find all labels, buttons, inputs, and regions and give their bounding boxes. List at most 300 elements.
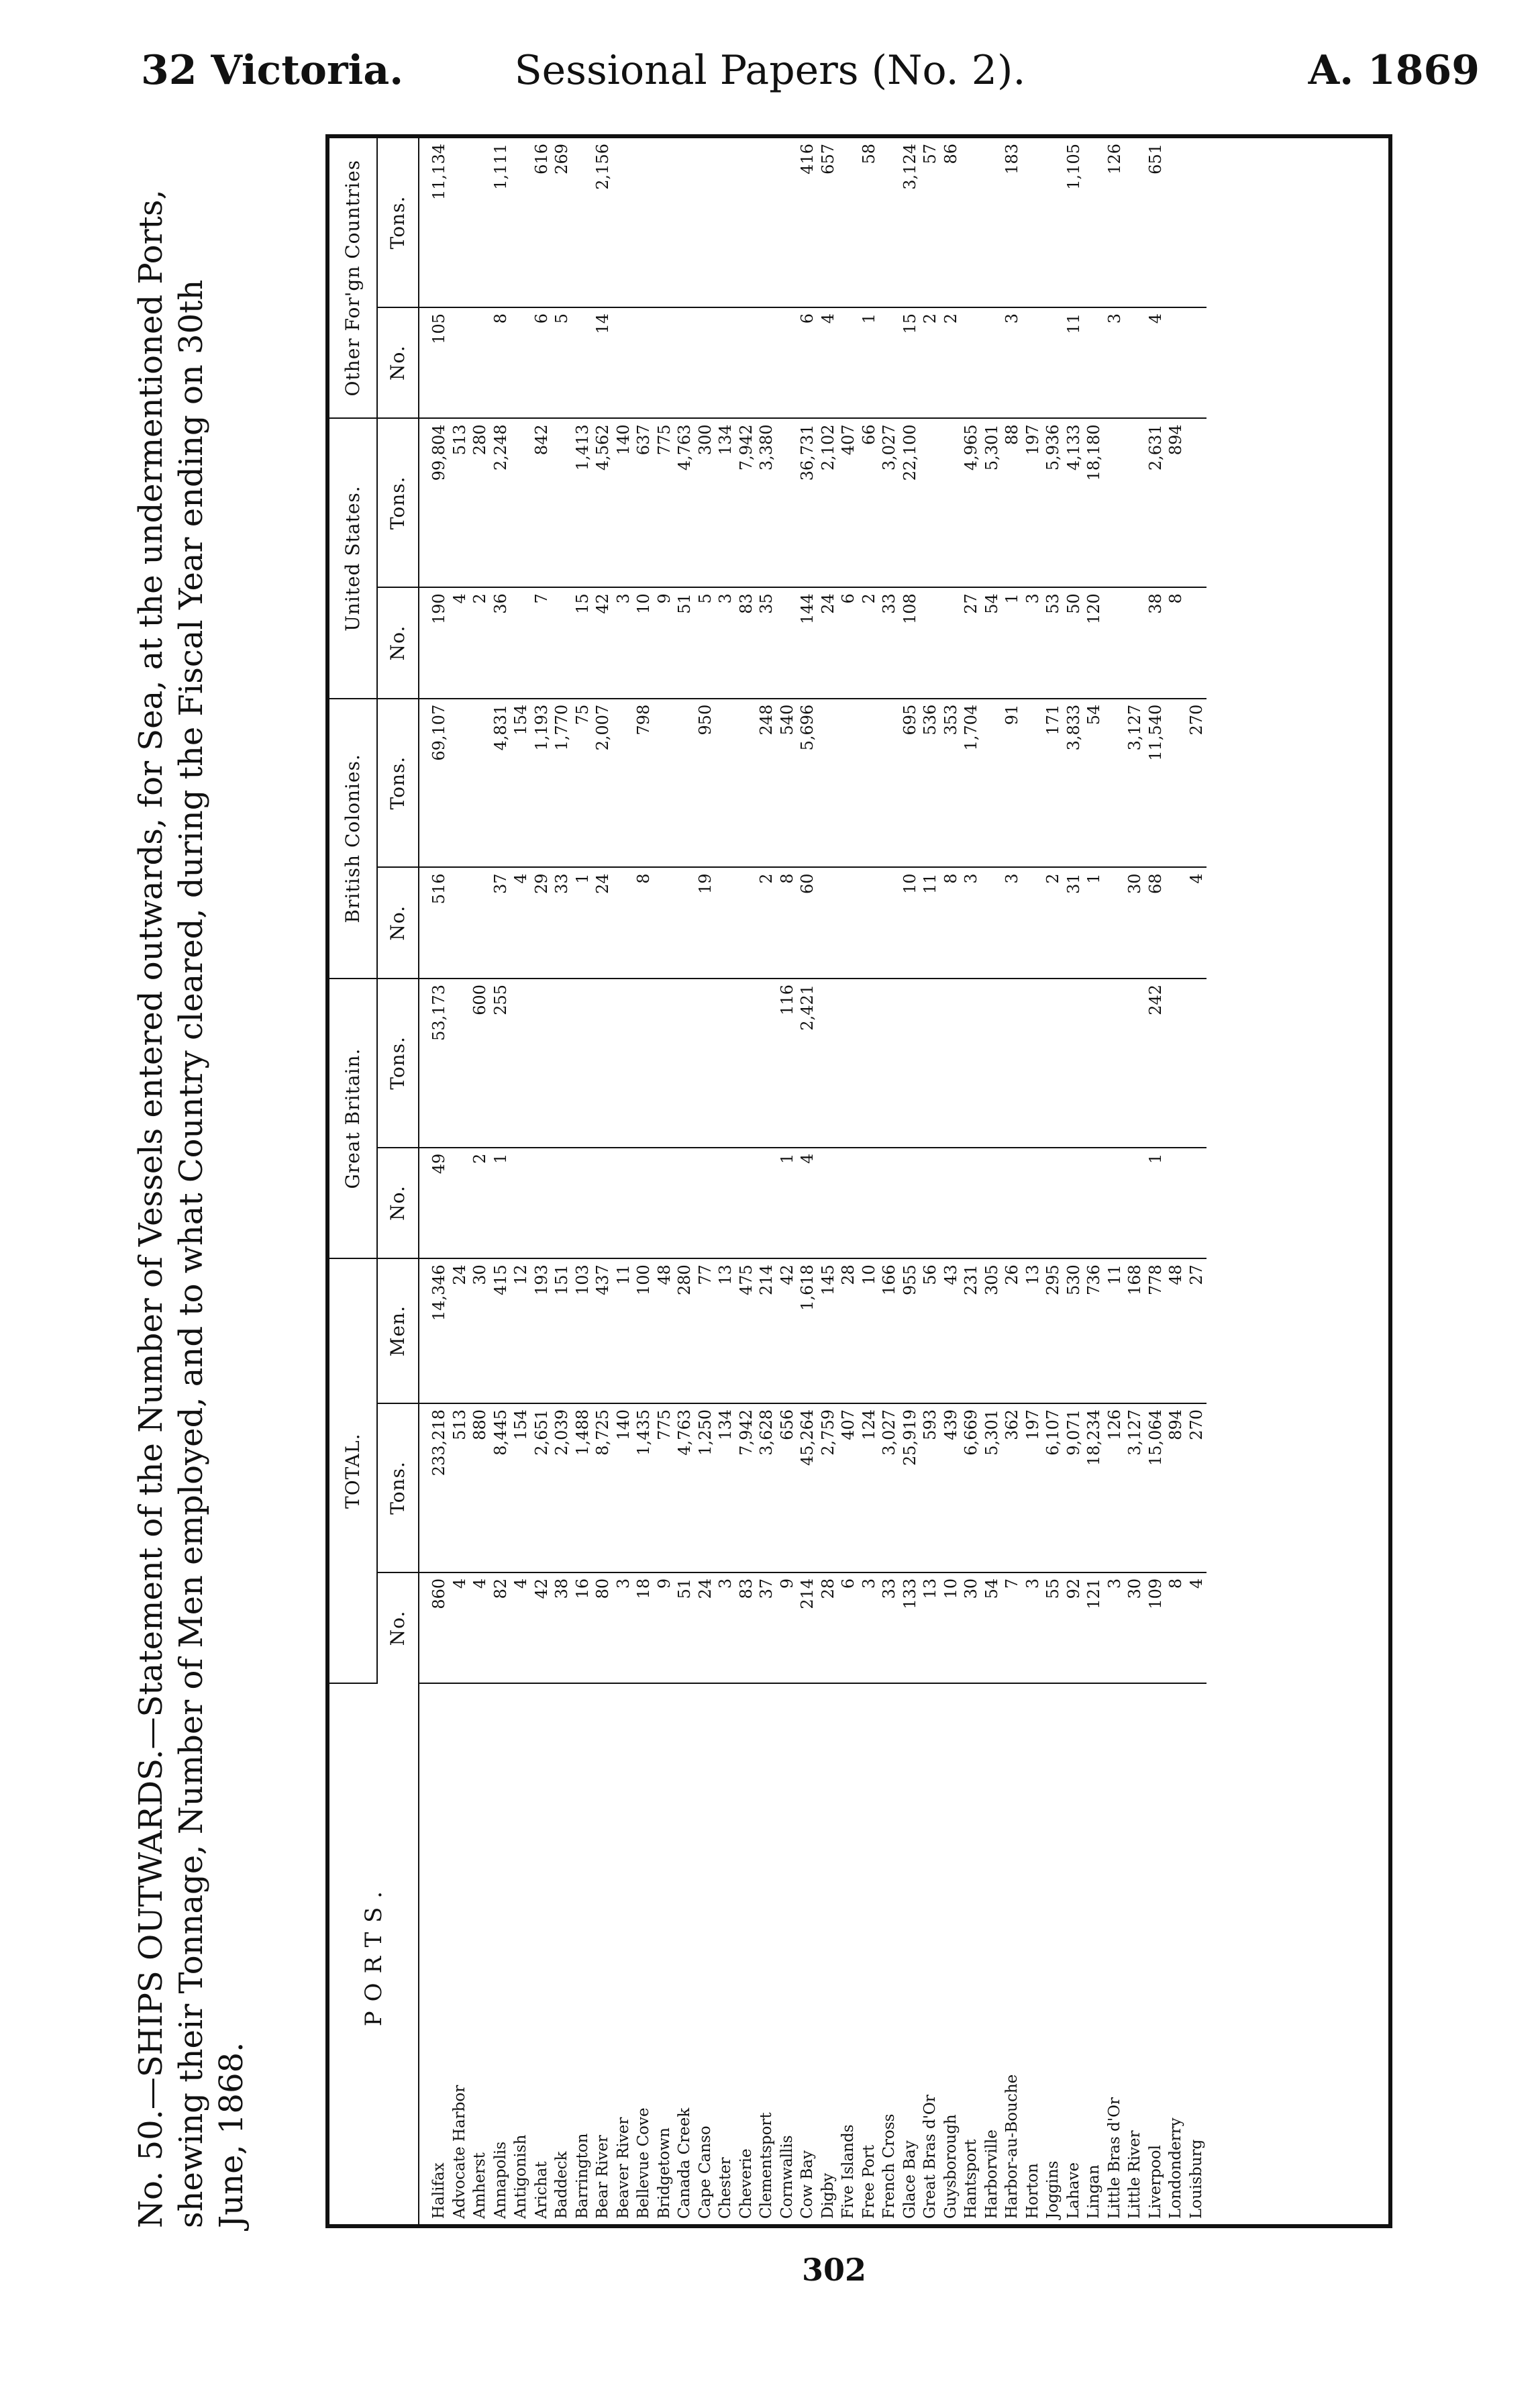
table-row bbox=[941, 138, 962, 2224]
united-states-tons bbox=[920, 418, 941, 587]
total-tons: 362 bbox=[1002, 1403, 1023, 1572]
other-foreign-no bbox=[695, 307, 716, 418]
total-no: 30 bbox=[961, 1572, 982, 1683]
great-britain-no bbox=[531, 1148, 552, 1258]
total-men: 280 bbox=[674, 1258, 695, 1403]
total-men: 48 bbox=[1166, 1258, 1186, 1403]
table-row bbox=[491, 138, 511, 2224]
total-men: 437 bbox=[593, 1258, 613, 1403]
total-men: 214 bbox=[756, 1258, 777, 1403]
other-foreign-tons bbox=[777, 138, 798, 307]
united-states-tons: 4,763 bbox=[674, 418, 695, 587]
great-britain-no bbox=[859, 1148, 880, 1258]
great-britain-tons: 242 bbox=[1145, 979, 1166, 1148]
united-states-tons bbox=[1186, 418, 1207, 587]
british-colonies-tons bbox=[879, 699, 900, 868]
great-britain-no: 4 bbox=[797, 1148, 818, 1258]
total-men: 530 bbox=[1064, 1258, 1084, 1403]
table-row bbox=[982, 138, 1003, 2224]
subheader-tons: Tons. bbox=[377, 418, 419, 587]
great-britain-no bbox=[736, 1148, 757, 1258]
table-row bbox=[419, 138, 450, 2224]
united-states-no: 2 bbox=[470, 587, 491, 698]
group-header-united-states: United States. bbox=[329, 418, 377, 698]
great-britain-no bbox=[695, 1148, 716, 1258]
united-states-tons: 134 bbox=[715, 418, 736, 587]
united-states-no bbox=[1186, 587, 1207, 698]
british-colonies-tons: 3,127 bbox=[1125, 699, 1145, 868]
running-header-left: 32 Victoria. bbox=[141, 47, 404, 94]
british-colonies-no: 60 bbox=[797, 867, 818, 978]
other-foreign-no: 2 bbox=[941, 307, 962, 418]
total-men: 193 bbox=[531, 1258, 552, 1403]
british-colonies-tons: 950 bbox=[695, 699, 716, 868]
united-states-no: 3 bbox=[613, 587, 634, 698]
total-no: 33 bbox=[879, 1572, 900, 1683]
table-row bbox=[613, 138, 634, 2224]
british-colonies-no: 19 bbox=[695, 867, 716, 978]
total-no: 9 bbox=[777, 1572, 798, 1683]
great-britain-no bbox=[1043, 1148, 1064, 1258]
great-britain-no bbox=[1166, 1148, 1186, 1258]
great-britain-no bbox=[879, 1148, 900, 1258]
table-row bbox=[1145, 138, 1166, 2224]
other-foreign-no bbox=[613, 307, 634, 418]
united-states-tons: 4,965 bbox=[961, 418, 982, 587]
other-foreign-no bbox=[1186, 307, 1207, 418]
total-no: 3 bbox=[1023, 1572, 1043, 1683]
ships-outwards-table bbox=[329, 138, 1207, 2224]
port-name: Five Islands bbox=[839, 2124, 857, 2219]
british-colonies-tons: 1,193 bbox=[531, 699, 552, 868]
total-no: 109 bbox=[1145, 1572, 1166, 1683]
other-foreign-no bbox=[756, 307, 777, 418]
other-foreign-no: 8 bbox=[491, 307, 511, 418]
great-britain-tons bbox=[879, 979, 900, 1148]
other-foreign-no bbox=[777, 307, 798, 418]
total-men: 166 bbox=[879, 1258, 900, 1403]
united-states-tons: 2,102 bbox=[818, 418, 839, 587]
total-no: 121 bbox=[1084, 1572, 1105, 1683]
total-tons: 15,064 bbox=[1145, 1403, 1166, 1572]
united-states-tons: 5,936 bbox=[1043, 418, 1064, 587]
total-tons: 270 bbox=[1186, 1403, 1207, 1572]
table-row bbox=[633, 138, 654, 2224]
british-colonies-no bbox=[859, 867, 880, 978]
great-britain-no bbox=[715, 1148, 736, 1258]
running-header-right: A. 1869 bbox=[1308, 47, 1480, 94]
table-row bbox=[1125, 138, 1145, 2224]
port-name: Amherst bbox=[471, 2152, 489, 2219]
united-states-no: 42 bbox=[593, 587, 613, 698]
total-tons: 5,301 bbox=[982, 1403, 1003, 1572]
united-states-tons: 36,731 bbox=[797, 418, 818, 587]
british-colonies-tons bbox=[736, 699, 757, 868]
great-britain-no bbox=[1125, 1148, 1145, 1258]
table-row bbox=[859, 138, 880, 2224]
british-colonies-no bbox=[982, 867, 1003, 978]
other-foreign-tons bbox=[1125, 138, 1145, 307]
united-states-tons: 280 bbox=[470, 418, 491, 587]
total-no: 55 bbox=[1043, 1572, 1064, 1683]
total-tons: 439 bbox=[941, 1403, 962, 1572]
total-no: 7 bbox=[1002, 1572, 1023, 1683]
great-britain-tons bbox=[1186, 979, 1207, 1148]
total-men: 100 bbox=[633, 1258, 654, 1403]
united-states-tons: 300 bbox=[695, 418, 716, 587]
great-britain-tons bbox=[531, 979, 552, 1148]
total-men: 145 bbox=[818, 1258, 839, 1403]
great-britain-tons bbox=[450, 979, 470, 1148]
other-foreign-tons bbox=[715, 138, 736, 307]
united-states-tons: 4,133 bbox=[1064, 418, 1084, 587]
total-men: 778 bbox=[1145, 1258, 1166, 1403]
total-men: 26 bbox=[1002, 1258, 1023, 1403]
united-states-no: 53 bbox=[1043, 587, 1064, 698]
british-colonies-tons: 3,833 bbox=[1064, 699, 1084, 868]
other-foreign-tons: 1,105 bbox=[1064, 138, 1084, 307]
total-tons: 124 bbox=[859, 1403, 880, 1572]
other-foreign-no: 4 bbox=[818, 307, 839, 418]
total-men: 77 bbox=[695, 1258, 716, 1403]
great-britain-no bbox=[1002, 1148, 1023, 1258]
great-britain-no bbox=[1023, 1148, 1043, 1258]
great-britain-tons bbox=[1125, 979, 1145, 1148]
great-britain-tons bbox=[674, 979, 695, 1148]
great-britain-tons: 116 bbox=[777, 979, 798, 1148]
port-name: Bellevue Cove bbox=[635, 2107, 652, 2219]
port-name: Cape Canso bbox=[696, 2126, 714, 2219]
total-tons: 2,651 bbox=[531, 1403, 552, 1572]
great-britain-tons bbox=[1043, 979, 1064, 1148]
united-states-no bbox=[1105, 587, 1125, 698]
other-foreign-tons bbox=[572, 138, 593, 307]
total-tons: 593 bbox=[920, 1403, 941, 1572]
other-foreign-no: 14 bbox=[593, 307, 613, 418]
table-row bbox=[1043, 138, 1064, 2224]
great-britain-no: 1 bbox=[777, 1148, 798, 1258]
united-states-no: 54 bbox=[982, 587, 1003, 698]
port-name: Little Bras d'Or bbox=[1105, 2097, 1123, 2219]
united-states-no: 3 bbox=[1023, 587, 1043, 698]
great-britain-tons: 53,173 bbox=[419, 979, 450, 1148]
great-britain-no bbox=[450, 1148, 470, 1258]
british-colonies-no: 29 bbox=[531, 867, 552, 978]
other-foreign-no bbox=[633, 307, 654, 418]
other-foreign-tons: 11,134 bbox=[419, 138, 450, 307]
british-colonies-tons: 171 bbox=[1043, 699, 1064, 868]
group-header-great-britain: Great Britain. bbox=[329, 979, 377, 1258]
total-tons: 134 bbox=[715, 1403, 736, 1572]
other-foreign-tons: 1,111 bbox=[491, 138, 511, 307]
other-foreign-no bbox=[674, 307, 695, 418]
subheader-no: No. bbox=[377, 1148, 419, 1258]
total-no: 214 bbox=[797, 1572, 818, 1683]
united-states-no: 144 bbox=[797, 587, 818, 698]
british-colonies-tons bbox=[654, 699, 675, 868]
port-name: Glace Bay bbox=[901, 2140, 919, 2219]
united-states-tons: 2,248 bbox=[491, 418, 511, 587]
british-colonies-tons bbox=[470, 699, 491, 868]
united-states-no: 7 bbox=[531, 587, 552, 698]
total-tons: 2,039 bbox=[552, 1403, 572, 1572]
port-name: Halifax bbox=[430, 2162, 448, 2219]
other-foreign-no: 105 bbox=[419, 307, 450, 418]
british-colonies-no: 8 bbox=[633, 867, 654, 978]
united-states-tons: 637 bbox=[633, 418, 654, 587]
united-states-no: 3 bbox=[715, 587, 736, 698]
total-no: 38 bbox=[552, 1572, 572, 1683]
united-states-tons: 2,631 bbox=[1145, 418, 1166, 587]
united-states-tons: 140 bbox=[613, 418, 634, 587]
great-britain-no: 1 bbox=[1145, 1148, 1166, 1258]
great-britain-tons bbox=[1166, 979, 1186, 1148]
united-states-no: 33 bbox=[879, 587, 900, 698]
british-colonies-tons bbox=[859, 699, 880, 868]
united-states-tons bbox=[777, 418, 798, 587]
great-britain-tons: 2,421 bbox=[797, 979, 818, 1148]
total-men: 168 bbox=[1125, 1258, 1145, 1403]
table-row bbox=[531, 138, 552, 2224]
other-foreign-no bbox=[450, 307, 470, 418]
title-line-2: shewing their Tonnage, Number of Men employed, and to what Country cleared, during the Fiscal Year ending on 30th bbox=[172, 279, 210, 2228]
british-colonies-no: 2 bbox=[756, 867, 777, 978]
united-states-no: 2 bbox=[859, 587, 880, 698]
other-foreign-no: 3 bbox=[1002, 307, 1023, 418]
united-states-no: 38 bbox=[1145, 587, 1166, 698]
great-britain-tons bbox=[838, 979, 859, 1148]
total-tons: 8,445 bbox=[491, 1403, 511, 1572]
other-foreign-no bbox=[654, 307, 675, 418]
title-line-1: No. 50.—SHIPS OUTWARDS.—Statement of the Number of Vessels entered outwards, for Sea, at the undermentioned Ports, bbox=[132, 189, 170, 2228]
united-states-no: 50 bbox=[1064, 587, 1084, 698]
port-name: Harborville bbox=[982, 2129, 1000, 2219]
table-row bbox=[552, 138, 572, 2224]
total-no: 83 bbox=[736, 1572, 757, 1683]
great-britain-tons bbox=[633, 979, 654, 1148]
other-foreign-no bbox=[736, 307, 757, 418]
port-name: Arichat bbox=[532, 2161, 550, 2219]
total-tons: 25,919 bbox=[900, 1403, 921, 1572]
port-name: Louisburg bbox=[1187, 2139, 1205, 2219]
british-colonies-no bbox=[879, 867, 900, 978]
united-states-tons: 99,804 bbox=[419, 418, 450, 587]
other-foreign-tons bbox=[1023, 138, 1043, 307]
port-name: Harbor-au-Bouche bbox=[1003, 2074, 1021, 2219]
british-colonies-tons bbox=[450, 699, 470, 868]
total-no: 133 bbox=[900, 1572, 921, 1683]
great-britain-no bbox=[593, 1148, 613, 1258]
total-tons: 2,759 bbox=[818, 1403, 839, 1572]
group-header-british-colonies: British Colonies. bbox=[329, 699, 377, 979]
port-name: Joggins bbox=[1044, 2160, 1062, 2219]
great-britain-no bbox=[838, 1148, 859, 1258]
total-men: 56 bbox=[920, 1258, 941, 1403]
british-colonies-no bbox=[715, 867, 736, 978]
british-colonies-tons: 353 bbox=[941, 699, 962, 868]
total-no: 4 bbox=[511, 1572, 531, 1683]
other-foreign-tons bbox=[674, 138, 695, 307]
british-colonies-no: 516 bbox=[419, 867, 450, 978]
great-britain-tons bbox=[961, 979, 982, 1148]
subheader-no: No. bbox=[377, 867, 419, 978]
other-foreign-tons: 3,124 bbox=[900, 138, 921, 307]
great-britain-tons bbox=[593, 979, 613, 1148]
british-colonies-no bbox=[450, 867, 470, 978]
great-britain-tons bbox=[715, 979, 736, 1148]
other-foreign-tons bbox=[879, 138, 900, 307]
great-britain-tons bbox=[756, 979, 777, 1148]
total-men: 13 bbox=[715, 1258, 736, 1403]
port-name: Antigonish bbox=[512, 2134, 529, 2219]
other-foreign-no bbox=[511, 307, 531, 418]
great-britain-no bbox=[941, 1148, 962, 1258]
great-britain-tons bbox=[982, 979, 1003, 1148]
british-colonies-tons: 91 bbox=[1002, 699, 1023, 868]
total-tons: 126 bbox=[1105, 1403, 1125, 1572]
other-foreign-tons: 58 bbox=[859, 138, 880, 307]
united-states-tons: 66 bbox=[859, 418, 880, 587]
other-foreign-no: 15 bbox=[900, 307, 921, 418]
total-tons: 3,027 bbox=[879, 1403, 900, 1572]
great-britain-tons bbox=[695, 979, 716, 1148]
british-colonies-tons: 154 bbox=[511, 699, 531, 868]
great-britain-tons bbox=[654, 979, 675, 1148]
other-foreign-no bbox=[1023, 307, 1043, 418]
table-row bbox=[1186, 138, 1207, 2224]
british-colonies-no: 1 bbox=[1084, 867, 1105, 978]
other-foreign-no bbox=[1084, 307, 1105, 418]
total-tons: 197 bbox=[1023, 1403, 1043, 1572]
total-tons: 3,628 bbox=[756, 1403, 777, 1572]
subheader-tons: Tons. bbox=[377, 979, 419, 1148]
british-colonies-tons bbox=[982, 699, 1003, 868]
great-britain-no bbox=[982, 1148, 1003, 1258]
united-states-tons bbox=[1105, 418, 1125, 587]
united-states-no bbox=[777, 587, 798, 698]
british-colonies-tons bbox=[818, 699, 839, 868]
port-name: French Cross bbox=[880, 2113, 898, 2219]
table-row bbox=[1084, 138, 1105, 2224]
british-colonies-no bbox=[674, 867, 695, 978]
great-britain-no bbox=[1186, 1148, 1207, 1258]
port-name: Annapolis bbox=[491, 2141, 509, 2219]
british-colonies-no bbox=[654, 867, 675, 978]
united-states-no: 83 bbox=[736, 587, 757, 698]
total-tons: 3,127 bbox=[1125, 1403, 1145, 1572]
great-britain-tons bbox=[941, 979, 962, 1148]
subheader-no: No. bbox=[377, 307, 419, 418]
port-name: Chester bbox=[717, 2157, 734, 2219]
table-row bbox=[572, 138, 593, 2224]
great-britain-no: 1 bbox=[491, 1148, 511, 1258]
british-colonies-no: 24 bbox=[593, 867, 613, 978]
united-states-tons: 407 bbox=[838, 418, 859, 587]
total-no: 6 bbox=[838, 1572, 859, 1683]
other-foreign-no: 6 bbox=[797, 307, 818, 418]
port-name: Londonderry bbox=[1167, 2117, 1184, 2219]
table-row bbox=[920, 138, 941, 2224]
other-foreign-tons: 183 bbox=[1002, 138, 1023, 307]
table-row bbox=[470, 138, 491, 2224]
table-row bbox=[756, 138, 777, 2224]
total-men: 103 bbox=[572, 1258, 593, 1403]
total-no: 51 bbox=[674, 1572, 695, 1683]
great-britain-tons bbox=[572, 979, 593, 1148]
british-colonies-no bbox=[470, 867, 491, 978]
great-britain-no bbox=[920, 1148, 941, 1258]
table-body bbox=[419, 138, 1207, 2224]
total-no: 4 bbox=[450, 1572, 470, 1683]
total-tons: 775 bbox=[654, 1403, 675, 1572]
table-row bbox=[879, 138, 900, 2224]
total-men: 1,618 bbox=[797, 1258, 818, 1403]
british-colonies-tons bbox=[715, 699, 736, 868]
united-states-no bbox=[552, 587, 572, 698]
total-tons: 1,250 bbox=[695, 1403, 716, 1572]
british-colonies-no bbox=[818, 867, 839, 978]
table-row bbox=[1002, 138, 1023, 2224]
united-states-tons: 1,413 bbox=[572, 418, 593, 587]
great-britain-tons bbox=[736, 979, 757, 1148]
total-men: 10 bbox=[859, 1258, 880, 1403]
british-colonies-no: 11 bbox=[920, 867, 941, 978]
british-colonies-tons: 248 bbox=[756, 699, 777, 868]
british-colonies-no: 4 bbox=[1186, 867, 1207, 978]
british-colonies-no bbox=[613, 867, 634, 978]
subheader-no: No. bbox=[377, 587, 419, 698]
united-states-no: 36 bbox=[491, 587, 511, 698]
running-header-center: Sessional Papers (No. 2). bbox=[514, 47, 1026, 94]
great-britain-tons bbox=[1064, 979, 1084, 1148]
other-foreign-tons bbox=[1166, 138, 1186, 307]
other-foreign-no: 5 bbox=[552, 307, 572, 418]
other-foreign-tons bbox=[1084, 138, 1105, 307]
united-states-no bbox=[511, 587, 531, 698]
other-foreign-no: 2 bbox=[920, 307, 941, 418]
port-name: Great Bras d'Or bbox=[921, 2095, 939, 2219]
united-states-tons: 842 bbox=[531, 418, 552, 587]
british-colonies-tons: 536 bbox=[920, 699, 941, 868]
total-no: 92 bbox=[1064, 1572, 1084, 1683]
total-men: 12 bbox=[511, 1258, 531, 1403]
group-header-other-foreign-countries: Other For'gn Countries bbox=[329, 138, 377, 418]
united-states-no: 6 bbox=[838, 587, 859, 698]
port-name: Bear River bbox=[594, 2135, 611, 2219]
total-tons: 656 bbox=[777, 1403, 798, 1572]
total-men: 30 bbox=[470, 1258, 491, 1403]
total-tons: 18,234 bbox=[1084, 1403, 1105, 1572]
united-states-tons: 894 bbox=[1166, 418, 1186, 587]
united-states-tons: 197 bbox=[1023, 418, 1043, 587]
british-colonies-no bbox=[1023, 867, 1043, 978]
british-colonies-no: 37 bbox=[491, 867, 511, 978]
british-colonies-tons bbox=[838, 699, 859, 868]
total-no: 54 bbox=[982, 1572, 1003, 1683]
total-no: 30 bbox=[1125, 1572, 1145, 1683]
british-colonies-tons: 1,770 bbox=[552, 699, 572, 868]
ports-column-header: PORTS. bbox=[329, 1683, 419, 2224]
total-no: 24 bbox=[695, 1572, 716, 1683]
other-foreign-tons bbox=[511, 138, 531, 307]
other-foreign-no bbox=[1043, 307, 1064, 418]
united-states-tons: 3,027 bbox=[879, 418, 900, 587]
port-name: Little River bbox=[1126, 2130, 1143, 2219]
british-colonies-tons: 54 bbox=[1084, 699, 1105, 868]
great-britain-no bbox=[674, 1148, 695, 1258]
total-no: 82 bbox=[491, 1572, 511, 1683]
great-britain-tons bbox=[818, 979, 839, 1148]
